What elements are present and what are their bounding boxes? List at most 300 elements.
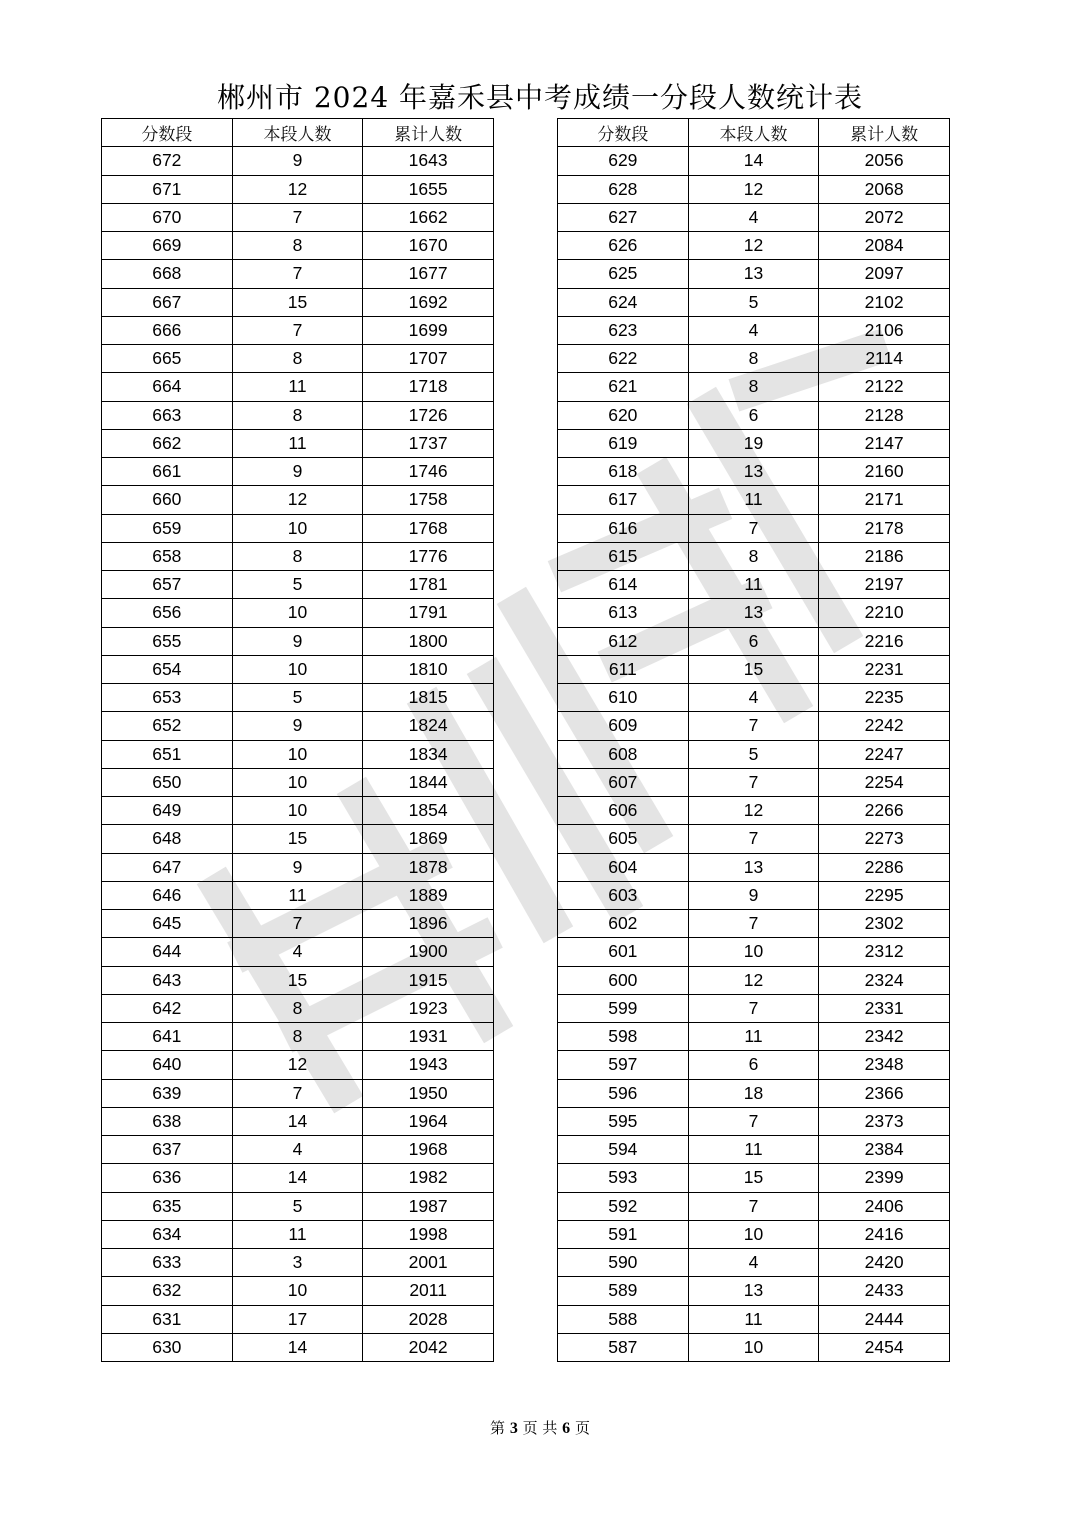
cell-band-count: 10 xyxy=(232,514,363,542)
cell-cumulative-count: 2242 xyxy=(819,712,950,740)
cell-band-count: 10 xyxy=(688,938,819,966)
footer-page-number: 3 xyxy=(509,1420,518,1437)
cell-cumulative-count: 1781 xyxy=(363,571,494,599)
footer-suffix: 页 xyxy=(574,1419,590,1437)
cell-cumulative-count: 1758 xyxy=(363,486,494,514)
table-row xyxy=(558,1164,950,1192)
cell-cumulative-count: 2001 xyxy=(363,1249,494,1277)
table-row xyxy=(558,1192,950,1220)
cell-band-count: 4 xyxy=(232,1136,363,1164)
table-row xyxy=(558,1107,950,1135)
cell-band-count: 9 xyxy=(688,881,819,909)
table-row xyxy=(102,825,494,853)
cell-score-band: 589 xyxy=(558,1277,689,1305)
cell-band-count: 8 xyxy=(232,401,363,429)
cell-band-count: 10 xyxy=(232,740,363,768)
cell-score-band: 637 xyxy=(102,1136,233,1164)
cell-score-band: 662 xyxy=(102,429,233,457)
cell-score-band: 672 xyxy=(102,147,233,175)
table-row xyxy=(102,1249,494,1277)
cell-cumulative-count: 2406 xyxy=(819,1192,950,1220)
cell-cumulative-count: 2056 xyxy=(819,147,950,175)
table-row xyxy=(102,175,494,203)
table-row xyxy=(102,768,494,796)
cell-cumulative-count: 1834 xyxy=(363,740,494,768)
cell-score-band: 635 xyxy=(102,1192,233,1220)
cell-score-band: 600 xyxy=(558,966,689,994)
cell-score-band: 592 xyxy=(558,1192,689,1220)
cell-score-band: 613 xyxy=(558,599,689,627)
cell-band-count: 9 xyxy=(232,627,363,655)
page-footer xyxy=(0,1417,1080,1438)
score-table-left xyxy=(101,118,494,1362)
cell-score-band: 641 xyxy=(102,1023,233,1051)
cell-band-count: 11 xyxy=(232,373,363,401)
header-band-count: 本段人数 xyxy=(232,119,363,147)
cell-cumulative-count: 1692 xyxy=(363,288,494,316)
cell-cumulative-count: 2454 xyxy=(819,1333,950,1361)
cell-band-count: 7 xyxy=(232,316,363,344)
table-row xyxy=(558,768,950,796)
cell-cumulative-count: 2231 xyxy=(819,655,950,683)
table-row xyxy=(102,740,494,768)
table-row xyxy=(558,938,950,966)
table-row xyxy=(102,1079,494,1107)
header-cumulative-count: 累计人数 xyxy=(819,119,950,147)
table-row xyxy=(102,232,494,260)
page-title: 郴州市 2024 年嘉禾县中考成绩一分段人数统计表 xyxy=(216,81,864,114)
cell-band-count: 8 xyxy=(232,345,363,373)
cell-cumulative-count: 1662 xyxy=(363,203,494,231)
cell-band-count: 4 xyxy=(232,938,363,966)
table-row xyxy=(558,288,950,316)
cell-score-band: 588 xyxy=(558,1305,689,1333)
cell-cumulative-count: 2373 xyxy=(819,1107,950,1135)
cell-band-count: 6 xyxy=(688,401,819,429)
cell-score-band: 590 xyxy=(558,1249,689,1277)
cell-cumulative-count: 2042 xyxy=(363,1333,494,1361)
cell-score-band: 643 xyxy=(102,966,233,994)
score-table-right-body xyxy=(558,147,950,1362)
table-row xyxy=(102,1023,494,1051)
cell-band-count: 10 xyxy=(232,768,363,796)
cell-band-count: 9 xyxy=(232,458,363,486)
table-row xyxy=(558,1136,950,1164)
cell-score-band: 598 xyxy=(558,1023,689,1051)
cell-score-band: 646 xyxy=(102,881,233,909)
cell-band-count: 5 xyxy=(688,288,819,316)
table-row xyxy=(558,655,950,683)
cell-band-count: 11 xyxy=(688,1136,819,1164)
cell-cumulative-count: 1815 xyxy=(363,684,494,712)
cell-band-count: 7 xyxy=(688,910,819,938)
cell-score-band: 628 xyxy=(558,175,689,203)
cell-cumulative-count: 2178 xyxy=(819,514,950,542)
cell-score-band: 666 xyxy=(102,316,233,344)
table-row xyxy=(102,486,494,514)
header-row xyxy=(102,119,494,147)
table-row xyxy=(558,373,950,401)
cell-score-band: 649 xyxy=(102,797,233,825)
cell-cumulative-count: 2273 xyxy=(819,825,950,853)
cell-score-band: 671 xyxy=(102,175,233,203)
table-row xyxy=(558,458,950,486)
cell-cumulative-count: 1854 xyxy=(363,797,494,825)
cell-score-band: 657 xyxy=(102,571,233,599)
header-score-band: 分数段 xyxy=(102,119,233,147)
table-row xyxy=(102,938,494,966)
cell-score-band: 596 xyxy=(558,1079,689,1107)
table-row xyxy=(102,288,494,316)
cell-band-count: 13 xyxy=(688,1277,819,1305)
table-row xyxy=(558,514,950,542)
cell-band-count: 7 xyxy=(232,1079,363,1107)
cell-score-band: 619 xyxy=(558,429,689,457)
footer-total-pages: 6 xyxy=(562,1420,571,1437)
cell-score-band: 595 xyxy=(558,1107,689,1135)
cell-cumulative-count: 1968 xyxy=(363,1136,494,1164)
cell-band-count: 12 xyxy=(688,175,819,203)
cell-cumulative-count: 2331 xyxy=(819,994,950,1022)
cell-cumulative-count: 2433 xyxy=(819,1277,950,1305)
cell-score-band: 607 xyxy=(558,768,689,796)
cell-band-count: 3 xyxy=(232,1249,363,1277)
table-row xyxy=(102,1192,494,1220)
cell-score-band: 665 xyxy=(102,345,233,373)
cell-band-count: 4 xyxy=(688,203,819,231)
cell-band-count: 10 xyxy=(232,1277,363,1305)
table-row xyxy=(558,994,950,1022)
footer-prefix: 第 xyxy=(490,1419,506,1437)
cell-cumulative-count: 2444 xyxy=(819,1305,950,1333)
cell-score-band: 616 xyxy=(558,514,689,542)
cell-cumulative-count: 2128 xyxy=(819,401,950,429)
cell-cumulative-count: 1655 xyxy=(363,175,494,203)
cell-score-band: 621 xyxy=(558,373,689,401)
cell-cumulative-count: 1844 xyxy=(363,768,494,796)
table-row xyxy=(558,881,950,909)
cell-band-count: 8 xyxy=(688,542,819,570)
cell-cumulative-count: 1964 xyxy=(363,1107,494,1135)
cell-cumulative-count: 1800 xyxy=(363,627,494,655)
cell-score-band: 612 xyxy=(558,627,689,655)
table-row xyxy=(558,316,950,344)
table-row xyxy=(102,1333,494,1361)
cell-score-band: 658 xyxy=(102,542,233,570)
cell-cumulative-count: 1791 xyxy=(363,599,494,627)
table-row xyxy=(102,1164,494,1192)
cell-band-count: 8 xyxy=(232,232,363,260)
cell-cumulative-count: 2216 xyxy=(819,627,950,655)
cell-cumulative-count: 2324 xyxy=(819,966,950,994)
cell-score-band: 645 xyxy=(102,910,233,938)
cell-score-band: 587 xyxy=(558,1333,689,1361)
cell-score-band: 653 xyxy=(102,684,233,712)
cell-cumulative-count: 2068 xyxy=(819,175,950,203)
cell-score-band: 670 xyxy=(102,203,233,231)
cell-band-count: 12 xyxy=(232,486,363,514)
cell-score-band: 631 xyxy=(102,1305,233,1333)
table-row xyxy=(102,571,494,599)
cell-cumulative-count: 1737 xyxy=(363,429,494,457)
cell-cumulative-count: 2171 xyxy=(819,486,950,514)
cell-band-count: 12 xyxy=(232,175,363,203)
cell-band-count: 7 xyxy=(688,712,819,740)
cell-band-count: 13 xyxy=(688,853,819,881)
table-row xyxy=(558,1220,950,1248)
cell-cumulative-count: 2114 xyxy=(819,345,950,373)
cell-band-count: 5 xyxy=(232,1192,363,1220)
cell-cumulative-count: 1643 xyxy=(363,147,494,175)
table-row xyxy=(558,910,950,938)
cell-cumulative-count: 2210 xyxy=(819,599,950,627)
table-row xyxy=(558,1277,950,1305)
score-table-right xyxy=(557,118,950,1362)
cell-cumulative-count: 2295 xyxy=(819,881,950,909)
cell-cumulative-count: 1923 xyxy=(363,994,494,1022)
table-row xyxy=(558,175,950,203)
cell-cumulative-count: 1915 xyxy=(363,966,494,994)
cell-cumulative-count: 1998 xyxy=(363,1220,494,1248)
table-row xyxy=(558,1333,950,1361)
cell-band-count: 5 xyxy=(688,740,819,768)
cell-cumulative-count: 2254 xyxy=(819,768,950,796)
cell-cumulative-count: 2312 xyxy=(819,938,950,966)
cell-band-count: 12 xyxy=(232,1051,363,1079)
cell-score-band: 620 xyxy=(558,401,689,429)
cell-score-band: 652 xyxy=(102,712,233,740)
cell-band-count: 7 xyxy=(232,260,363,288)
cell-score-band: 630 xyxy=(102,1333,233,1361)
cell-score-band: 654 xyxy=(102,655,233,683)
cell-band-count: 7 xyxy=(688,1192,819,1220)
table-row xyxy=(558,542,950,570)
table-row xyxy=(102,542,494,570)
cell-cumulative-count: 2072 xyxy=(819,203,950,231)
cell-cumulative-count: 1707 xyxy=(363,345,494,373)
cell-band-count: 7 xyxy=(688,514,819,542)
cell-band-count: 15 xyxy=(688,1164,819,1192)
cell-cumulative-count: 1889 xyxy=(363,881,494,909)
cell-score-band: 626 xyxy=(558,232,689,260)
table-row xyxy=(102,401,494,429)
cell-cumulative-count: 2122 xyxy=(819,373,950,401)
cell-score-band: 633 xyxy=(102,1249,233,1277)
table-row xyxy=(558,797,950,825)
table-row xyxy=(102,994,494,1022)
cell-cumulative-count: 1900 xyxy=(363,938,494,966)
cell-cumulative-count: 1677 xyxy=(363,260,494,288)
cell-band-count: 4 xyxy=(688,1249,819,1277)
cell-cumulative-count: 2416 xyxy=(819,1220,950,1248)
table-row xyxy=(558,571,950,599)
table-row xyxy=(558,232,950,260)
cell-score-band: 650 xyxy=(102,768,233,796)
cell-band-count: 9 xyxy=(232,853,363,881)
cell-cumulative-count: 1726 xyxy=(363,401,494,429)
cell-band-count: 12 xyxy=(688,966,819,994)
cell-band-count: 15 xyxy=(688,655,819,683)
table-row xyxy=(102,514,494,542)
table-row xyxy=(102,458,494,486)
table-row xyxy=(102,316,494,344)
cell-score-band: 603 xyxy=(558,881,689,909)
cell-score-band: 593 xyxy=(558,1164,689,1192)
cell-band-count: 8 xyxy=(688,345,819,373)
cell-cumulative-count: 1768 xyxy=(363,514,494,542)
cell-score-band: 617 xyxy=(558,486,689,514)
cell-score-band: 614 xyxy=(558,571,689,599)
footer-middle: 页 共 xyxy=(522,1419,558,1437)
cell-score-band: 601 xyxy=(558,938,689,966)
cell-score-band: 606 xyxy=(558,797,689,825)
cell-score-band: 618 xyxy=(558,458,689,486)
cell-band-count: 9 xyxy=(232,712,363,740)
table-row xyxy=(558,1249,950,1277)
cell-score-band: 599 xyxy=(558,994,689,1022)
cell-score-band: 611 xyxy=(558,655,689,683)
cell-cumulative-count: 2302 xyxy=(819,910,950,938)
cell-score-band: 609 xyxy=(558,712,689,740)
cell-cumulative-count: 1776 xyxy=(363,542,494,570)
cell-band-count: 13 xyxy=(688,599,819,627)
table-row xyxy=(558,1051,950,1079)
cell-cumulative-count: 2084 xyxy=(819,232,950,260)
cell-cumulative-count: 2106 xyxy=(819,316,950,344)
table-row xyxy=(102,599,494,627)
cell-cumulative-count: 1824 xyxy=(363,712,494,740)
table-row xyxy=(102,203,494,231)
header-band-count: 本段人数 xyxy=(688,119,819,147)
cell-cumulative-count: 1982 xyxy=(363,1164,494,1192)
cell-cumulative-count: 2097 xyxy=(819,260,950,288)
cell-cumulative-count: 2028 xyxy=(363,1305,494,1333)
cell-band-count: 15 xyxy=(232,966,363,994)
cell-score-band: 632 xyxy=(102,1277,233,1305)
score-table-left-body xyxy=(102,147,494,1362)
table-row xyxy=(102,881,494,909)
cell-band-count: 11 xyxy=(232,429,363,457)
cell-score-band: 624 xyxy=(558,288,689,316)
cell-cumulative-count: 1987 xyxy=(363,1192,494,1220)
cell-band-count: 10 xyxy=(232,599,363,627)
table-row xyxy=(102,1136,494,1164)
cell-score-band: 642 xyxy=(102,994,233,1022)
table-row xyxy=(102,147,494,175)
cell-cumulative-count: 2235 xyxy=(819,684,950,712)
cell-score-band: 668 xyxy=(102,260,233,288)
table-row xyxy=(558,599,950,627)
cell-band-count: 11 xyxy=(688,571,819,599)
table-row xyxy=(558,684,950,712)
table-row xyxy=(102,1277,494,1305)
cell-score-band: 648 xyxy=(102,825,233,853)
cell-band-count: 4 xyxy=(688,684,819,712)
cell-band-count: 10 xyxy=(232,655,363,683)
cell-score-band: 622 xyxy=(558,345,689,373)
table-row xyxy=(102,966,494,994)
table-row xyxy=(558,345,950,373)
table-row xyxy=(558,825,950,853)
table-row xyxy=(558,1305,950,1333)
cell-band-count: 19 xyxy=(688,429,819,457)
table-row xyxy=(102,429,494,457)
header-cumulative-count: 累计人数 xyxy=(363,119,494,147)
cell-band-count: 14 xyxy=(688,147,819,175)
cell-cumulative-count: 1746 xyxy=(363,458,494,486)
table-row xyxy=(558,147,950,175)
table-row xyxy=(102,655,494,683)
table-row xyxy=(558,203,950,231)
cell-score-band: 623 xyxy=(558,316,689,344)
table-row xyxy=(558,1079,950,1107)
cell-band-count: 11 xyxy=(688,1023,819,1051)
cell-cumulative-count: 2342 xyxy=(819,1023,950,1051)
cell-band-count: 8 xyxy=(232,1023,363,1051)
cell-cumulative-count: 2399 xyxy=(819,1164,950,1192)
cell-score-band: 608 xyxy=(558,740,689,768)
cell-score-band: 663 xyxy=(102,401,233,429)
cell-score-band: 669 xyxy=(102,232,233,260)
cell-cumulative-count: 2186 xyxy=(819,542,950,570)
cell-band-count: 7 xyxy=(688,768,819,796)
cell-cumulative-count: 1670 xyxy=(363,232,494,260)
cell-score-band: 604 xyxy=(558,853,689,881)
cell-cumulative-count: 1896 xyxy=(363,910,494,938)
table-row xyxy=(558,429,950,457)
cell-score-band: 629 xyxy=(558,147,689,175)
header-row xyxy=(558,119,950,147)
table-row xyxy=(558,712,950,740)
table-row xyxy=(558,853,950,881)
cell-band-count: 7 xyxy=(232,203,363,231)
cell-band-count: 14 xyxy=(232,1164,363,1192)
table-row xyxy=(558,260,950,288)
table-row xyxy=(102,684,494,712)
cell-band-count: 12 xyxy=(688,232,819,260)
cell-cumulative-count: 2011 xyxy=(363,1277,494,1305)
cell-band-count: 7 xyxy=(688,994,819,1022)
header-score-band: 分数段 xyxy=(558,119,689,147)
cell-band-count: 4 xyxy=(688,316,819,344)
cell-band-count: 10 xyxy=(232,797,363,825)
cell-score-band: 664 xyxy=(102,373,233,401)
cell-band-count: 14 xyxy=(232,1107,363,1135)
cell-score-band: 594 xyxy=(558,1136,689,1164)
table-row xyxy=(558,627,950,655)
cell-band-count: 6 xyxy=(688,627,819,655)
cell-cumulative-count: 2366 xyxy=(819,1079,950,1107)
table-row xyxy=(102,1305,494,1333)
cell-band-count: 17 xyxy=(232,1305,363,1333)
cell-score-band: 667 xyxy=(102,288,233,316)
cell-score-band: 627 xyxy=(558,203,689,231)
cell-band-count: 7 xyxy=(688,825,819,853)
cell-cumulative-count: 2420 xyxy=(819,1249,950,1277)
cell-band-count: 15 xyxy=(232,288,363,316)
cell-band-count: 7 xyxy=(232,910,363,938)
cell-score-band: 661 xyxy=(102,458,233,486)
table-row xyxy=(558,740,950,768)
table-row xyxy=(102,345,494,373)
cell-cumulative-count: 2102 xyxy=(819,288,950,316)
cell-band-count: 12 xyxy=(688,797,819,825)
table-row xyxy=(102,373,494,401)
cell-band-count: 13 xyxy=(688,458,819,486)
cell-score-band: 610 xyxy=(558,684,689,712)
cell-score-band: 659 xyxy=(102,514,233,542)
cell-band-count: 5 xyxy=(232,571,363,599)
